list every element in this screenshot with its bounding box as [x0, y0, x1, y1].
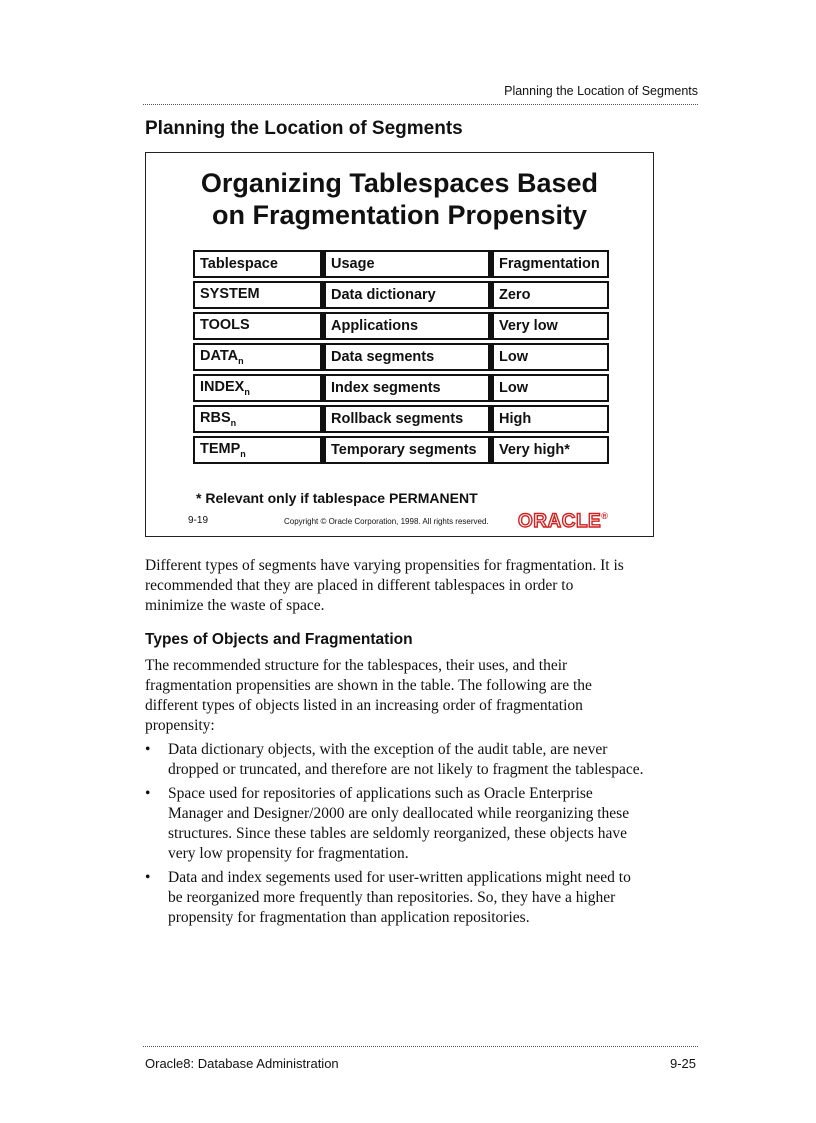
table-row [193, 281, 609, 309]
bullet-marker: • [145, 785, 151, 802]
table-row [193, 405, 609, 433]
cell-usage: Data segments [322, 343, 490, 371]
cell-usage: Index segments [322, 374, 490, 402]
header-tablespace: Tablespace [193, 250, 322, 278]
header-fragmentation: Fragmentation [490, 250, 609, 278]
cell-fragmentation: Very high* [490, 436, 609, 464]
section-title: Planning the Location of Segments [145, 118, 463, 139]
cell-fragmentation: Low [490, 343, 609, 371]
bullet-marker: • [145, 741, 151, 758]
table-row [193, 436, 609, 464]
running-header: Planning the Location of Segments [143, 84, 698, 105]
table-row [193, 343, 609, 371]
cell-fragmentation: Zero [490, 281, 609, 309]
footer-page-number: 9-25 [669, 1056, 696, 1071]
fragmentation-table [193, 247, 609, 467]
cell-fragmentation: High [490, 405, 609, 433]
cell-fragmentation: Very low [490, 312, 609, 340]
table-row [193, 312, 609, 340]
oracle-logo [518, 511, 608, 533]
body-paragraph: The recommended structure for the tablespaces, their uses, and their fragmentation propensities are shown in the table. The following are the different types of objects listed in an increasing order of fragmentation propensity: [145, 657, 592, 734]
bullet-list [145, 740, 645, 932]
table-header-row [193, 250, 609, 278]
oracle-logo-text: ORACLE [518, 511, 602, 532]
cell-usage: Temporary segments [322, 436, 490, 464]
header-usage: Usage [322, 250, 490, 278]
footer-divider [143, 1046, 698, 1047]
cell-tablespace: $INDEX_n$ [193, 374, 322, 402]
cell-tablespace: SYSTEM [193, 281, 322, 309]
slide-title-line-2: on Fragmentation Propensity [211, 200, 588, 230]
footer-book-title: Oracle8: Database Administration [145, 1056, 339, 1071]
slide-title [146, 167, 653, 231]
copyright-notice: Copyright © Oracle Corporation, 1998. All rights reserved. [284, 517, 489, 526]
cell-tablespace: $TEMP_n$ [193, 436, 322, 464]
slide-figure [145, 152, 654, 537]
table-row [193, 374, 609, 402]
registered-mark: ® [601, 511, 609, 521]
list-item: • Data and index segements used for user-written applications might need to be reorganized more frequently than repositories. So, they have a higher propensity for fragmentation than application repositories. [145, 869, 631, 926]
cell-tablespace: $RBS_n$ [193, 405, 322, 433]
cell-usage: Rollback segments [322, 405, 490, 433]
cell-tablespace: $DATA_n$ [193, 343, 322, 371]
slide-footnote: * Relevant only if tablespace PERMANENT [196, 490, 478, 506]
slide-title-line-1: Organizing Tablespaces Based [200, 168, 599, 198]
subheading: Types of Objects and Fragmentation [145, 631, 413, 648]
cell-usage: Data dictionary [322, 281, 490, 309]
cell-fragmentation: Low [490, 374, 609, 402]
cell-usage: Applications [322, 312, 490, 340]
intro-paragraph: Different types of segments have varying propensities for fragmentation. It is recommended that they are placed in different tablespaces in order to minimize the waste of space. [145, 557, 624, 614]
slide-number: 9-19 [188, 515, 209, 526]
list-item: • Space used for repositories of applications such as Oracle Enterprise Manager and Designer/2000 are only deallocated while reorganizing these structures. Since these tables are seldomly reorganized, these objects have very low propensity for fragmentation. [145, 785, 630, 862]
cell-tablespace: TOOLS [193, 312, 322, 340]
bullet-marker: • [145, 869, 151, 886]
list-item: • Data dictionary objects, with the exception of the audit table, are never dropped or truncated, and therefore are not likely to fragment the tablespace. [145, 741, 644, 778]
